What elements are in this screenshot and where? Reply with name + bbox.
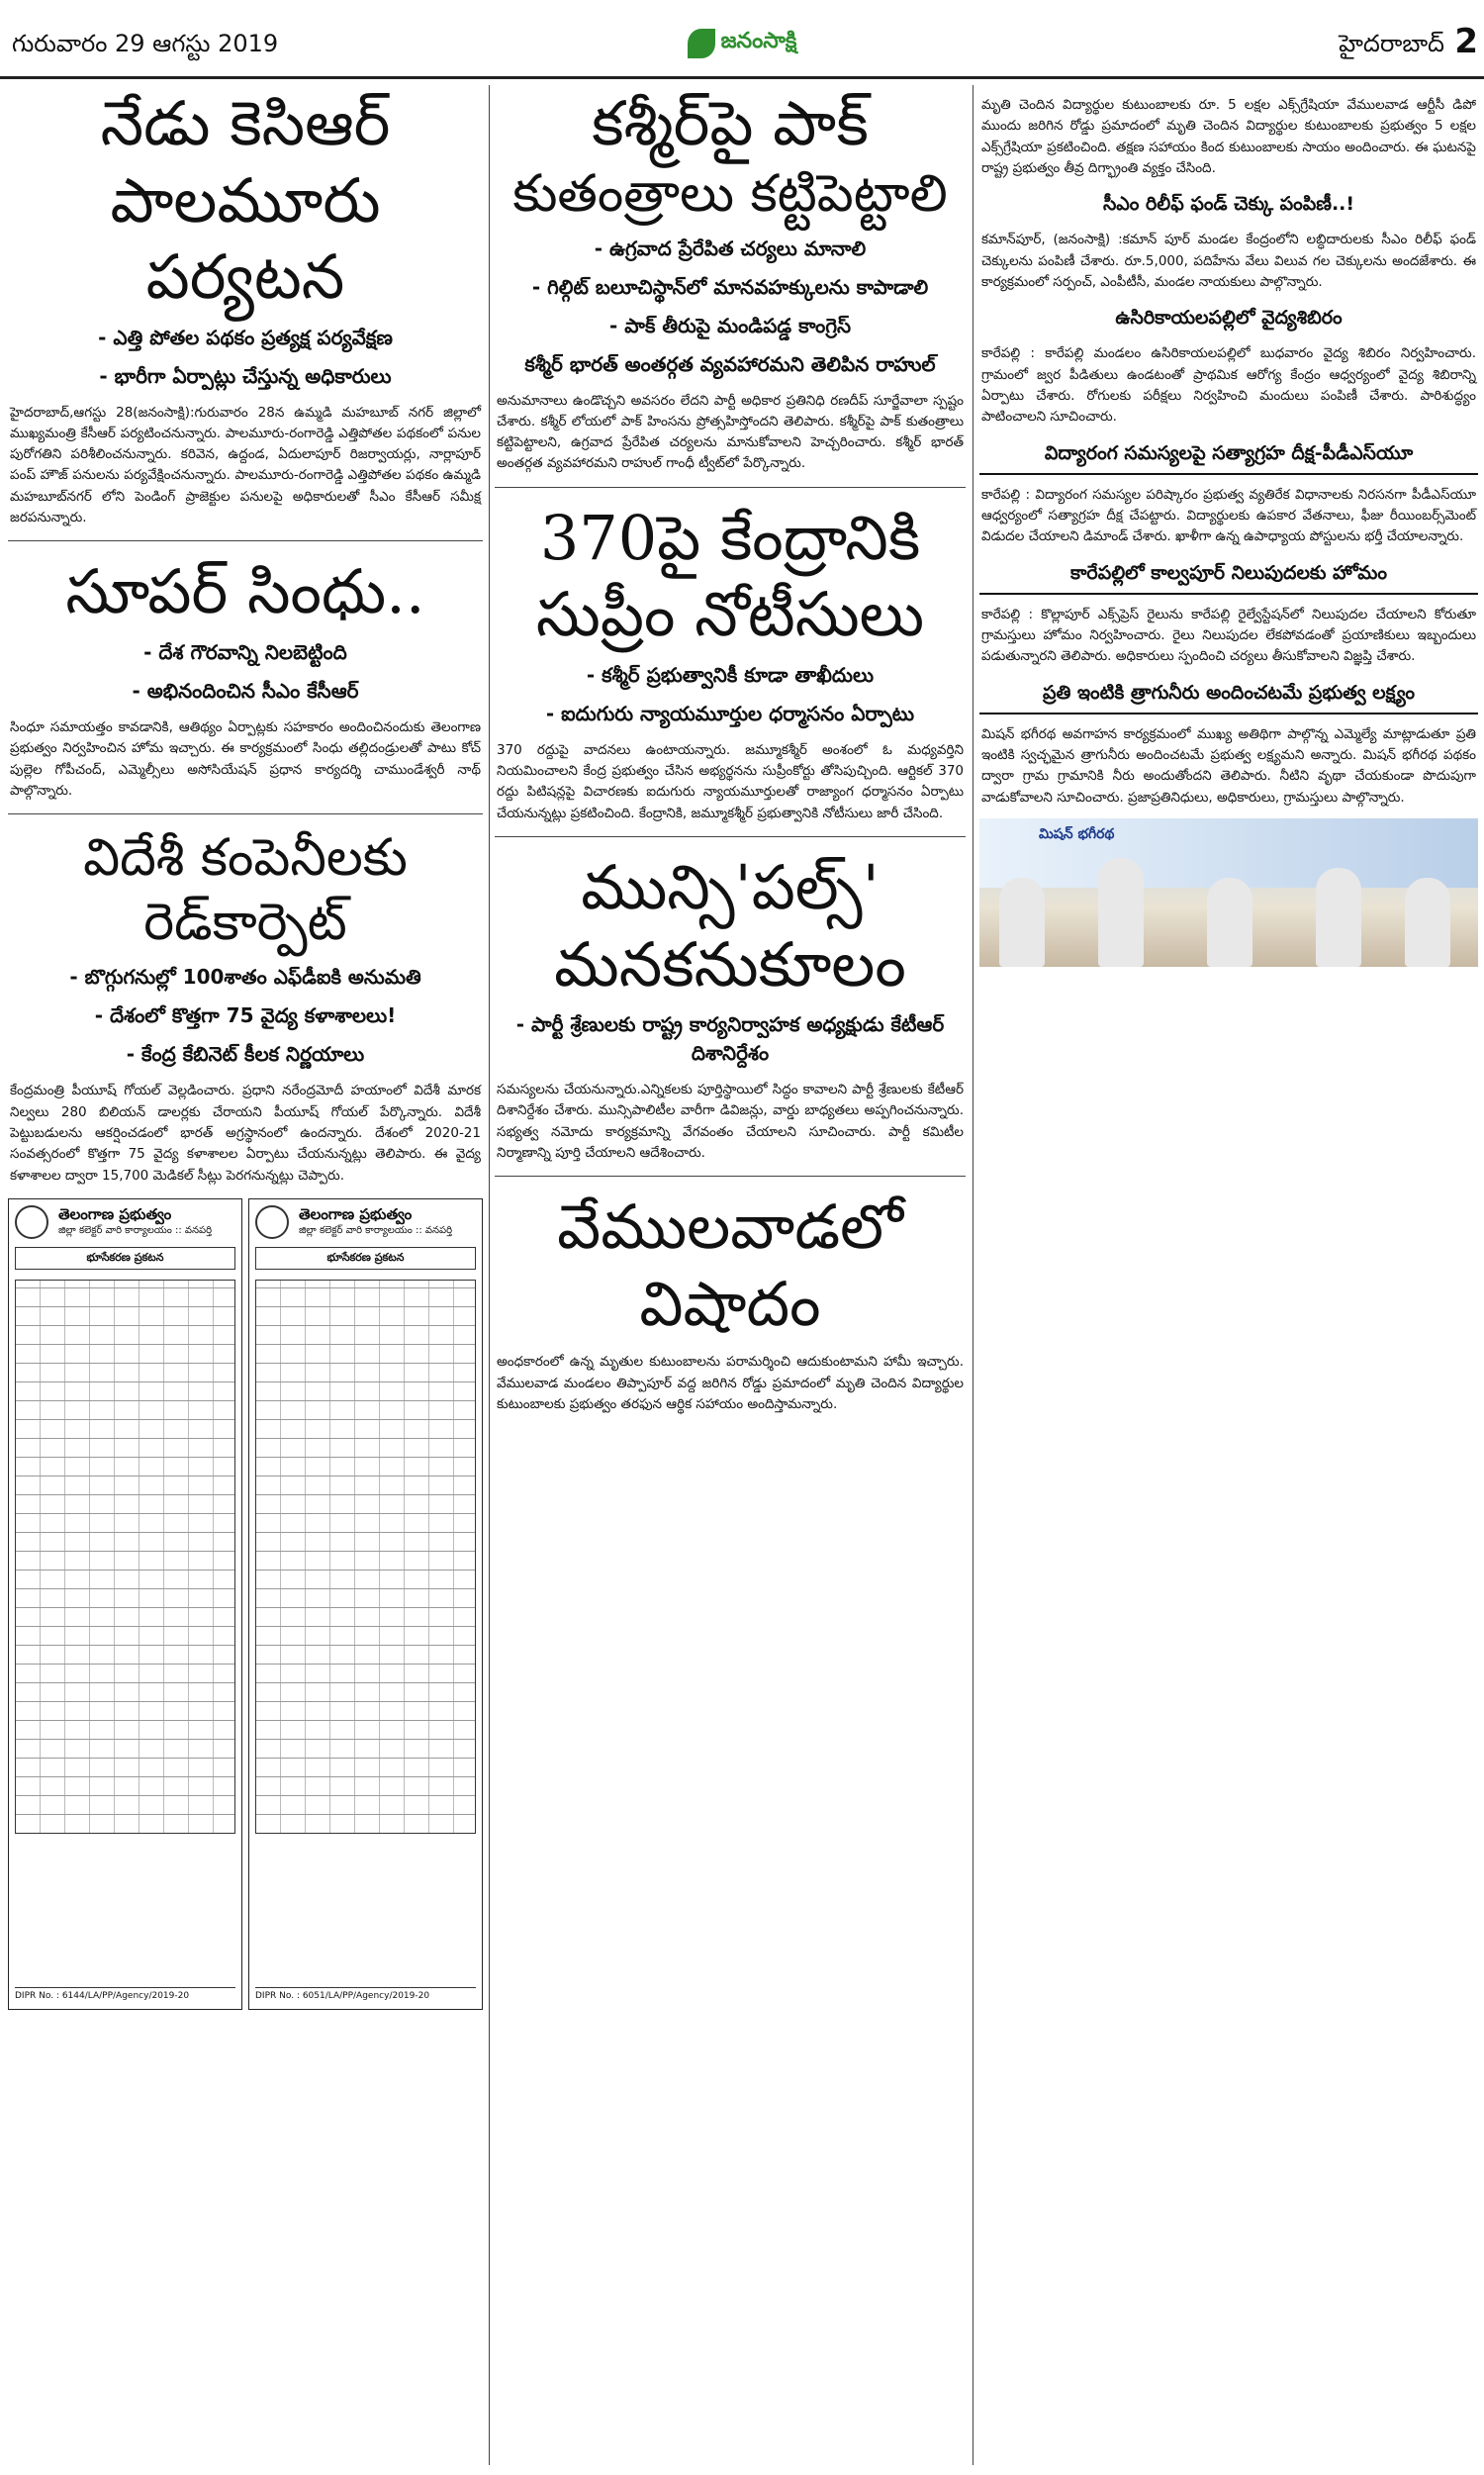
article-cm-relief	[979, 193, 1478, 293]
subheadline: - పార్టీ శ్రేణులకు రాష్ట్ర కార్యనిర్వాహక అధ్యక్షుడు కేటీఆర్ దిశానిర్దేశం	[515, 1012, 945, 1066]
edition-city: హైదరాబాద్	[1339, 30, 1444, 57]
subheadline: - ఐదుగురు న్యాయమూర్తుల ధర్మాసనం ఏర్పాటు	[545, 701, 915, 725]
newspaper-logo	[643, 24, 841, 63]
subheadline: - దేశంలో కొత్తగా 75 వైద్య కళాశాలలు!	[94, 1003, 397, 1028]
headline: విషాదం	[639, 1267, 821, 1340]
column-left	[8, 85, 483, 2465]
headline: వేములవాడలో	[557, 1190, 903, 1264]
article-370-supreme	[495, 500, 966, 824]
article-kcr-palamuru	[8, 85, 483, 528]
article-fdi-redcarpet	[8, 826, 483, 1187]
article-kashmir-pak	[495, 85, 966, 475]
section-headline: ఉసిరికాయలపల్లిలో వైద్యశిబిరం	[1115, 307, 1343, 330]
section-headline: ప్రతి ఇంటికి త్రాగునీరు అందించటమే ప్రభుత్వ లక్ష్యం	[979, 682, 1478, 714]
article-body: సమస్యలను చేయనున్నారు.ఎన్నికలకు పూర్తిస్థాయిలో సిద్ధం కావాలని పార్టీ శ్రేణులకు కేటీఆర్ దిశానిర్దేశం చేశారు. మున్సిపాలిటీల వారీగా డివిజన్లు, వార్డు బాధ్యతలు అప్పగించనున్నారు. సభ్యత్వ నమోదు కార్యక్రమాన్ని వేగవంతం చేయాలని సూచించారు. పార్టీ కమిటీల నిర్మాణాన్ని పూర్తి చేయాలని ఆదేశించారు.	[497, 1082, 964, 1162]
govt-notice-ad	[248, 1198, 483, 2010]
person-figure	[1207, 878, 1252, 967]
person-figure	[1405, 878, 1450, 967]
article-exgratia	[979, 95, 1478, 179]
headline: సూపర్ సింధు..	[65, 555, 425, 628]
person-figure	[999, 878, 1045, 967]
masthead	[0, 0, 1484, 79]
event-photo	[979, 818, 1478, 967]
headline: నేడు కెసిఆర్	[100, 87, 391, 159]
page-number: 2	[1454, 22, 1478, 61]
article-municipal-polls	[495, 849, 966, 1164]
government-seal-icon	[255, 1205, 289, 1239]
column-middle	[495, 85, 966, 2465]
section-headline: విద్యారంగ సమస్యలపై సత్యాగ్రహ దీక్ష-పీడీఎస్‌యూ	[979, 442, 1478, 475]
subheadline: - గిల్గిట్ బలూచిస్థాన్‌లో మానవహక్కులను కాపాడాలి	[531, 274, 929, 299]
headline: రెడ్‌కార్పెట్	[143, 893, 347, 953]
divider	[8, 540, 483, 541]
article-vemulawada	[495, 1189, 966, 1415]
article-pdsu	[979, 442, 1478, 548]
column-right	[979, 85, 1478, 2465]
ad-land-table	[15, 1280, 235, 1834]
article-medical-camp	[979, 307, 1478, 428]
subheadline: - బొగ్గుగనుల్లో 100శాతం ఎఫ్‌డీఐకి అనుమతి	[69, 965, 421, 990]
article-karepalli	[979, 562, 1478, 668]
article-body: అనుమానాలు ఉండొచ్చని అవసరం లేదని పార్టీ అధికార ప్రతినిధి రణదీప్ సూర్జేవాలా స్పష్టం చేశారు. కశ్మీర్ లోయలో పాక్ హింసను ప్రోత్సహిస్తోందని తెలిపారు. కశ్మీర్‌పై పాక్ కుతంత్రాలు కట్టిపెట్టాలని, ఉగ్రవాద ప్రేరేపిత చర్యలను మానుకోవాలని హెచ్చరించారు. కశ్మీర్ భారత్ అంతర్గత వ్యవహారమని రాహుల్ గాంధీ ట్వీట్‌లో పేర్కొన్నారు.	[497, 392, 964, 472]
article-body: మిషన్ భగీరథ అవగాహన కార్యక్రమంలో ముఖ్య అతిథిగా పాల్గొన్న ఎమ్మెల్యే మాట్లాడుతూ ప్రతి ఇంటికి స్వచ్ఛమైన త్రాగునీరు అందించటమే ప్రభుత్వ లక్ష్యమని అన్నారు. మిషన్ భగీరథ పథకం ద్వారా గ్రామ గ్రామానికి నీరు అందుతోందని తెలిపారు. నీటిని వృథా చేయకుండా పొదుపుగా వాడుకోవాలని సూచించారు. ప్రజాప్రతినిధులు, అధికారులు, గ్రామస్తులు పాల్గొన్నారు.	[981, 725, 1476, 806]
article-drinking-water	[979, 682, 1478, 809]
photo-banner-text: మిషన్ భగీరథ	[1039, 825, 1115, 842]
government-seal-icon	[15, 1205, 48, 1239]
subheadline: - కేంద్ర కేబినెట్ కీలక నిర్ణయాలు	[126, 1042, 365, 1067]
govt-notice-ad	[8, 1198, 242, 2010]
divider	[495, 487, 966, 488]
article-body: సింధూ సమాయత్తం కావడానికి, ఆతిథ్యం ఏర్పాట్లకు సహకారం అందించినందుకు తెలంగాణ ప్రభుత్వం నిర్వహించిన హోమ ఇచ్చారు. ఈ కార్యక్రమంలో సింధు తల్లిదండ్రులతో పాటు కోచ్ పుల్లెల గోపీచంద్, ఎమ్మెల్సీలు అసోసియేషన్ ప్రధాన కార్యదర్శి చాముండేశ్వరీ నాథ్ పాల్గొన్నారు.	[10, 718, 481, 799]
ad-notice-title: భూసేకరణ ప్రకటన	[15, 1247, 235, 1269]
ad-footer: DIPR No. : 6144/LA/PP/Agency/2019-20	[15, 1987, 235, 2003]
article-body: అంధకారంలో ఉన్న మృతుల కుటుంబాలను పరామర్శించి ఆదుకుంటామని హామీ ఇచ్చారు. వేములవాడ మండలం తిప్పాపూర్ వద్ద జరిగిన రోడ్డు ప్రమాదంలో మృతి చెందిన విద్యార్థుల కుటుంబాలకు ప్రభుత్వం తరఫున ఆర్థిక సహాయం అందిస్తామన్నారు.	[497, 1354, 964, 1413]
section-headline: సీఎం రిలీఫ్ ఫండ్ చెక్కు పంపిణీ..!	[1102, 193, 1355, 216]
article-body: కారేపల్లి : కారేపల్లి మండలం ఉసిరికాయలపల్లిలో బుధవారం వైద్య శిబిరం నిర్వహించారు. గ్రామంలో జ్వర పీడితులు ఉండటంతో ప్రాథమిక ఆరోగ్య కేంద్రం ఆధ్వర్యంలో వైద్య శిబిరాన్ని ఏర్పాటు చేశారు. రోగులకు పరీక్షలు నిర్వహించి మందులు పంపిణీ చేశారు. పారిశుద్ధ్యం పాటించాలని సూచించారు.	[981, 345, 1476, 426]
headline: 370పై కేంద్రానికి	[539, 501, 921, 574]
article-body: కమాన్‌పూర్, (జనంసాక్షి) :కమాన్ పూర్ మండల కేంద్రంలోని లబ్ధిదారులకు సీఎం రిలీఫ్ ఫండ్ చెక్కులను పంపిణీ చేశారు. రూ.5,000, పదిహేను వేలు విలువ గల చెక్కులను అందజేశారు. ఈ కార్యక్రమంలో సర్పంచ్, ఎంపీటీసీ, మండల నాయకులు పాల్గొన్నారు.	[981, 232, 1476, 290]
subheadline: - అభినందించిన సీఎం కేసీఆర్	[132, 678, 359, 703]
subheadline: - ఉగ్రవాద ప్రేరేపిత చర్యలు మానాలి	[594, 236, 867, 260]
person-figure	[1316, 868, 1361, 967]
ad-footer: DIPR No. : 6051/LA/PP/Agency/2019-20	[255, 1987, 476, 2003]
ad-title: తెలంగాణ ప్రభుత్వం	[58, 1204, 172, 1223]
article-body: కేంద్రమంత్రి పీయూష్ గోయల్ వెల్లడించారు. ప్రధాని నరేంద్రమోదీ హయాంలో విదేశీ మారక నిల్వలు 280 బిలియన్ డాలర్లకు చేరాయని పీయూష్ గోయల్ పేర్కొన్నారు. విదేశీ పెట్టుబడులను ఆకర్షించడంలో భారత్ అగ్రస్థానంలో ఉందన్నారు. దేశంలో 2020-21 సంవత్సరంలో కొత్తగా 75 వైద్య కళాశాలల ఏర్పాటు చేయనున్నట్లు తెలిపారు. ఈ వైద్య కళాశాలల ద్వారా 15,700 మెడికల్ సీట్లు పెరగనున్నట్లు చెప్పారు.	[10, 1083, 481, 1184]
headline: కశ్మీర్‌పై పాక్	[592, 87, 869, 159]
person-figure	[1098, 858, 1144, 967]
divider	[8, 813, 483, 814]
headline: విదేశీ కంపెనీలకు	[83, 828, 408, 889]
headline: కుతంత్రాలు కట్టిపెట్టాలి	[512, 163, 948, 224]
subheadline: - దేశ గౌరవాన్ని నిలబెట్టింది	[143, 639, 347, 664]
article-body: 370 రద్దుపై వాదనలు ఉంటాయన్నారు. జమ్మూకశ్మీర్ అంశంలో ఓ మధ్యవర్తిని నియమించాలని కేంద్ర ప్రభుత్వం చేసిన అభ్యర్థనను సుప్రీంకోర్టు తోసిపుచ్చింది. ఆర్టికల్ 370 రద్దు పిటిషన్లపై విచారణకు ఐదుగురు న్యాయమూర్తులతో రాజ్యాంగ ధర్మాసనం ఏర్పాటు చేయనున్నట్లు ప్రకటించింది. కేంద్రానికి, జమ్మూకశ్మీర్ ప్రభుత్వానికి నోటీసులు జారీ చేసింది.	[497, 741, 964, 821]
headline: పాలమూరు పర్యటన	[110, 163, 381, 313]
ad-office: జిల్లా కలెక్టర్ వారి కార్యాలయం :: వనపర్తి	[299, 1225, 453, 1237]
divider	[495, 1176, 966, 1177]
divider	[495, 836, 966, 837]
ad-notice-title: భూసేకరణ ప్రకటన	[255, 1247, 476, 1269]
section-headline: కారేపల్లిలో కాల్వపూర్ నిలుపుదలకు హోమం	[979, 562, 1478, 595]
article-body: కారేపల్లి : కొల్లాపూర్ ఎక్స్‌ప్రెస్ రైలును కారేపల్లి రైల్వేస్టేషన్‌లో నిలుపుదల చేయాలని కోరుతూ గ్రామస్తులు హోమం నిర్వహించారు. రైలు నిలుపుదల లేకపోవడంతో ప్రయాణికులు ఇబ్బందులు పడుతున్నారని తెలిపారు. అధికారులు స్పందించి చర్యలు తీసుకోవాలని విజ్ఞప్తి చేశారు.	[981, 606, 1476, 665]
leaf-logo-icon	[688, 29, 715, 58]
ad-office: జిల్లా కలెక్టర్ వారి కార్యాలయం :: వనపర్తి	[58, 1225, 213, 1237]
subheadline: - భారీగా ఏర్పాట్లు చేస్తున్న అధికారులు	[99, 363, 392, 388]
government-ads	[8, 1198, 483, 2010]
logo-text: జనంసాక్షి	[720, 29, 797, 53]
subheadline: కశ్మీర్ భారత్ అంతర్గత వ్యవహారమని తెలిపిన రాహుల్	[524, 351, 936, 376]
article-body: మృతి చెందిన విద్యార్థుల కుటుంబాలకు రూ. 5 లక్షల ఎక్స్‌గ్రేషియా వేములవాడ ఆర్టీసీ డిపో ముందు జరిగిన రోడ్డు ప్రమాదంలో మృతి చెందిన విద్యార్థుల కుటుంబాలకు ప్రభుత్వం 5 లక్షల ఎక్స్‌గ్రేషియా ప్రకటించింది. తక్షణ సహాయం కింద కుటుంబాలకు సాయం అందించారు. ఈ ఘటనపై రాష్ట్ర ప్రభుత్వం తీవ్ర దిగ్భ్రాంతి వ్యక్తం చేసింది.	[981, 97, 1476, 176]
ad-land-table	[255, 1280, 476, 1834]
subheadline: - కశ్మీర్ ప్రభుత్వానికీ కూడా తాఖీదులు	[586, 662, 875, 687]
article-super-sindhu	[8, 553, 483, 802]
subheadline: - ఎత్తి పోతల పథకం ప్రత్యక్ష పర్యవేక్షణ	[98, 325, 393, 349]
headline: మనకనుకూలం	[554, 927, 906, 1000]
article-body: కారేపల్లి : విద్యారంగ సమస్యల పరిష్కారం ప్రభుత్వ వ్యతిరేక విధానాలకు నిరసనగా పీడీఎస్‌యూ ఆధ్వర్యంలో సత్యాగ్రహ దీక్ష చేపట్టారు. విద్యార్థులకు ఉపకార వేతనాలు, ఫీజు రీయింబర్స్‌మెంట్ విడుదల చేయాలని డిమాండ్ చేశారు. ఖాళీగా ఉన్న ఉపాధ్యాయ పోస్టులను భర్తీ చేయాలన్నారు.	[981, 486, 1476, 545]
headline: మున్సి'పల్స్'	[581, 851, 880, 924]
issue-date: గురువారం 29 ఆగస్టు 2019	[12, 30, 279, 57]
column-divider	[489, 85, 490, 2465]
ad-title: తెలంగాణ ప్రభుత్వం	[299, 1204, 413, 1223]
article-body: హైదరాబాద్,ఆగస్టు 28(జనంసాక్షి):గురువారం 28న ఉమ్మడి మహబూబ్ నగర్ జిల్లాలో ముఖ్యమంత్రి కేసీఆర్ పర్యటించనున్నారు. పాలమూరు-రంగారెడ్డి ఎత్తిపోతల పథకంలో పనుల పురోగతిని పరిశీలించనున్నారు. కరివెన, ఉద్దండ, ఏదులాపూర్ రిజర్వాయర్లు, నార్లాపూర్ పంప్ హౌజ్ పనులను పర్యవేక్షించనున్నారు. పాలమూరు-రంగారెడ్డి ఎత్తిపోతల పథకం ఉమ్మడి మహబూబ్‌నగర్ లోని పెండింగ్ ప్రాజెక్టుల పనులపై అధికారులతో సీఎం కేసీఆర్ సమీక్ష జరపనున్నారు.	[10, 404, 481, 526]
column-divider	[973, 85, 974, 2465]
headline: సుప్రీం నోటీసులు	[535, 578, 925, 651]
subheadline: - పాక్ తీరుపై మండిపడ్డ కాంగ్రెస్	[608, 313, 852, 337]
